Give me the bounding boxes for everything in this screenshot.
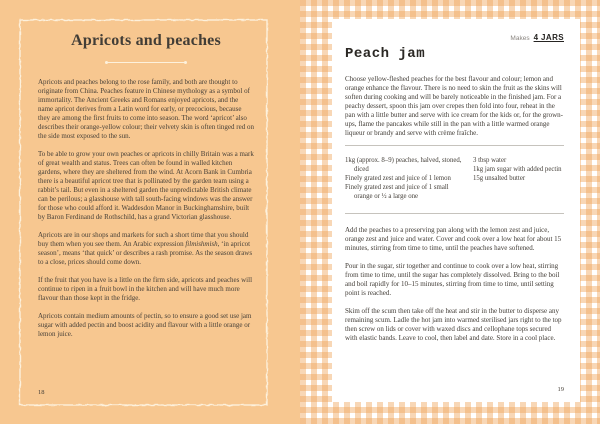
title-divider-ornament bbox=[105, 61, 187, 64]
ingredient-item: Finely grated zest and juice of 1 lemon bbox=[345, 175, 451, 182]
chapter-content bbox=[38, 32, 254, 339]
ingredient-item: Finely grated zest and juice of 1 small orange or ½ a large one bbox=[345, 184, 449, 200]
paragraph-3-italic-term: filmishmish bbox=[185, 240, 218, 248]
recipe-intro: Choose yellow-fleshed peaches for the best flavour and colour; lemon and orange enhance the flavour. There is no need to skin the fruit as the skins will soften during cooking and will be barely noticeable in the finished jam. For a peachy dessert, spoon this jam over crepes then fold into four, reheat in the pan with a little butter and serve with ice cream for the kids or, for the grown-ups, flame the pancakes while still in the pan with a little warmed orange liqueur or brandy and serve with crème fraîche. bbox=[345, 75, 564, 137]
method-step-2: Pour in the sugar, stir together and continue to cook over a low heat, stirring from time to time, until the sugar has completely dissolved. Bring to the boil and boil rapidly for 10–15 minutes, stirring from time to time, until setting point is reached. bbox=[345, 262, 560, 297]
ingredient-item: 15g unsalted butter bbox=[473, 175, 526, 182]
makes-value: 4 JARS bbox=[533, 33, 564, 42]
ingredient-item: 1kg (approx. 8–9) peaches, halved, stoned, diced bbox=[345, 157, 462, 173]
divider-line bbox=[107, 62, 185, 63]
makes-label: Makes bbox=[510, 35, 530, 42]
ingredients-divider-bottom bbox=[345, 213, 564, 214]
chapter-paragraph-3 bbox=[38, 231, 254, 267]
chapter-title: Apricots and peaches bbox=[71, 32, 221, 49]
page-number-right: 19 bbox=[557, 386, 564, 393]
paragraph-3-post: , ‘in apricot season’, means ‘that quick’ or describes a rash promise. As the season draws to a close, prices should come down. bbox=[38, 240, 253, 266]
method-step-3: Skim off the scum then take off the heat and stir in the butter to disperse any remaining scum. Ladle the hot jam into warmed sterilised jars right to the top then screw on lids or cover with waxed discs and cellophane tops secured with elastic bands. Leave to cool, then label and date. Store in a cool place. bbox=[345, 307, 562, 342]
chapter-paragraph-5: Apricots contain medium amounts of pectin, so to ensure a good set use jam sugar with added pectin and boost acidity and flavour with a little orange or lemon juice. bbox=[38, 312, 252, 338]
ingredient-item: 3 tbsp water bbox=[473, 157, 507, 164]
paragraph-3-pre: Apricots are in our shops and markets for such a short time that you should buy them when you see them. An Arabic expression bbox=[38, 231, 249, 248]
page-number-left: 18 bbox=[38, 389, 45, 396]
right-page bbox=[300, 0, 600, 424]
ingredients-divider-top bbox=[345, 145, 564, 146]
makes-badge bbox=[345, 27, 564, 42]
ingredients-column-2 bbox=[467, 156, 564, 201]
ingredients-column-1 bbox=[345, 156, 467, 201]
method-step-1: Add the peaches to a preserving pan along with the lemon zest and juice, orange zest and juice and water. Cover and cook over a low heat for about 15 minutes, stirring from time to time, until the peaches have softened. bbox=[345, 226, 562, 252]
divider-dot-right bbox=[184, 61, 187, 64]
chapter-paragraph-1: Apricots and peaches belong to the rose family, and both are thought to originate from China. Peaches feature in Chinese mythology as a symbol of immortality. The Ancient Greeks and Romans enjoyed apricots, and the name apricot derives from a Latin word for early, or precocious, because they are among the first fruits to come into season. The word ‘apricot’ also describes their orange-yellow colour; their velvety skin is often tinged red on the side most exposed to the sun. bbox=[38, 78, 254, 140]
chapter-paragraph-4: If the fruit that you have is a little on the firm side, apricots and peaches will continue to ripen in a fruit bowl in the kitchen and will have much more flavour than those kept in the fridge. bbox=[38, 276, 253, 302]
chapter-paragraph-2: To be able to grow your own peaches or apricots in chilly Britain was a mark of great wealth and status. Trees can often be found in walled kitchen gardens, where they are sheltered from the wind. At Acorn Bank in Cumbria there is a beautiful apricot tree that is pollinated by the garden team using a rabbit’s tail. But even in a sheltered garden the unpredictable British climate can be perilous; a glasshouse with tall south-facing windows was the answer for those who could afford it. Waddesdon Manor in Buckinghamshire, built by Baron Ferdinand de Rothschild, has a grand Victorian glasshouse. bbox=[38, 150, 254, 221]
ingredients-list bbox=[345, 156, 564, 201]
ingredient-item: 1kg jam sugar with added pectin bbox=[473, 166, 562, 173]
recipe-title: Peach jam bbox=[345, 46, 426, 62]
recipe-panel bbox=[332, 19, 580, 402]
